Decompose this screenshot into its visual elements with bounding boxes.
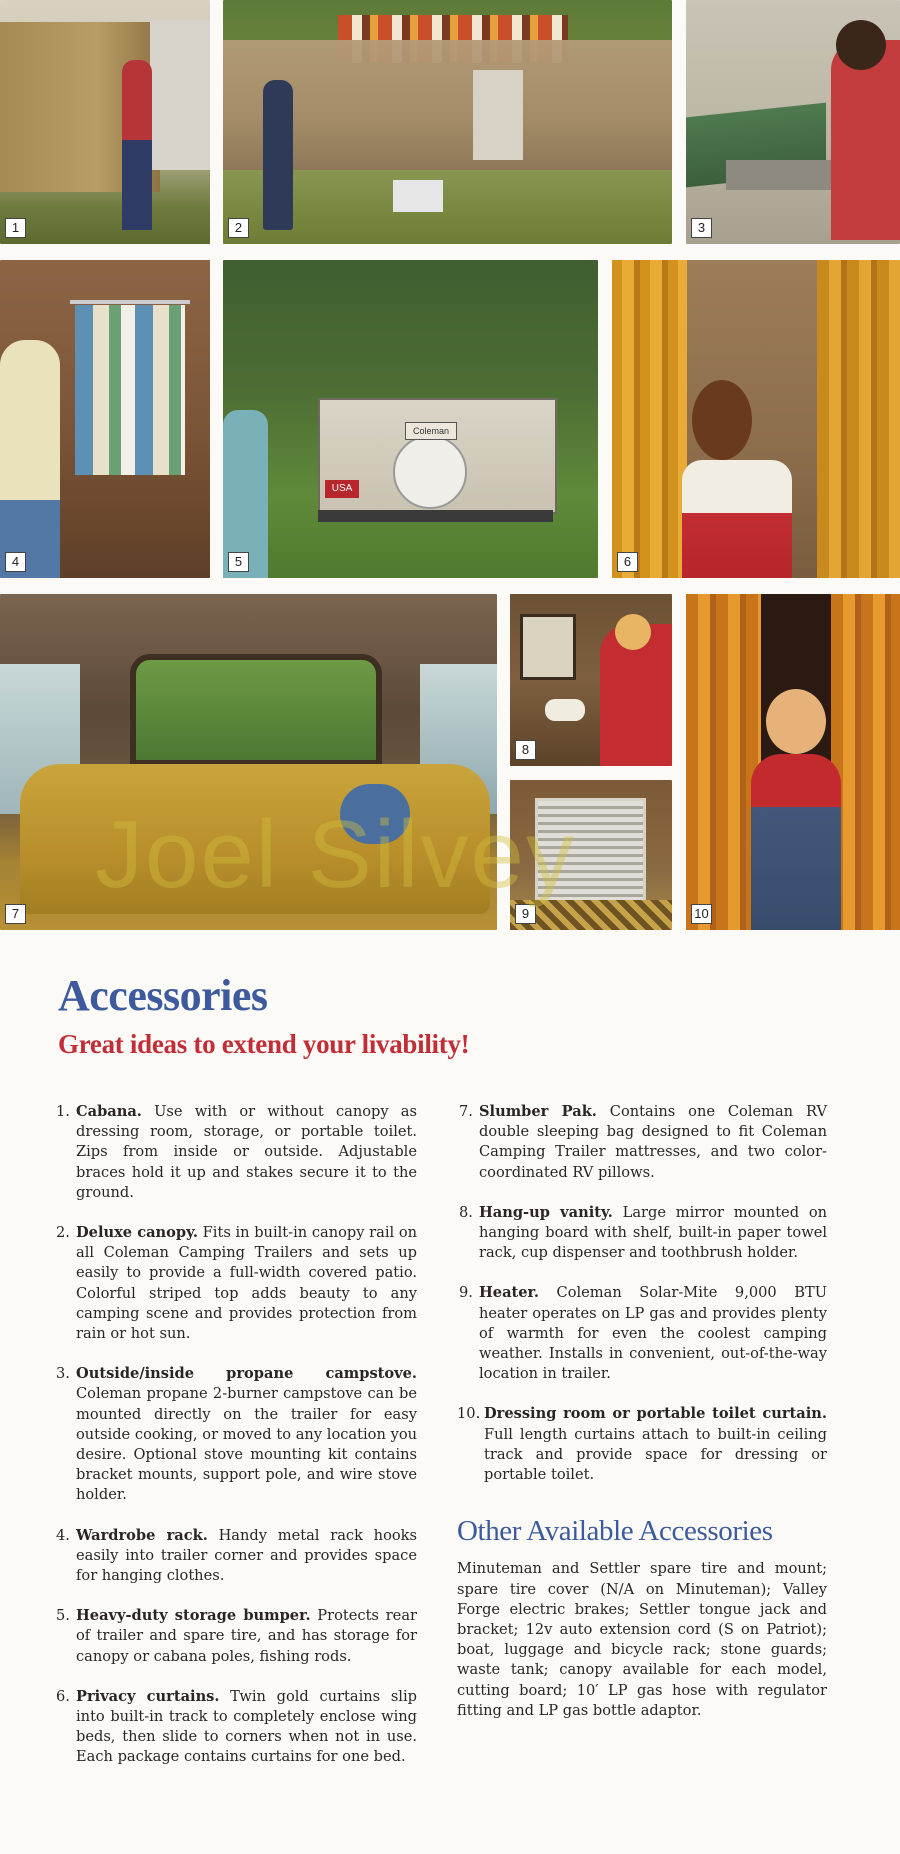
- item-text: Protects rear of trailer and spare tire, and has storage for canopy or cabana poles, fishing rods.: [76, 1607, 417, 1665]
- item-text: Full length curtains attach to built-in ceiling track and provide space for dressing or portable toilet.: [484, 1425, 827, 1484]
- photo-number: 4: [5, 552, 26, 572]
- photo-number: 2: [228, 218, 249, 238]
- photo-9-heater: [510, 780, 672, 930]
- photo-number: 6: [617, 552, 638, 572]
- accessory-item: 9. Heater. Coleman Solar-Mite 9,000 BTU heater operates on LP gas and provides plenty of warmth for even the coolest camping weather. Installs in convenient, out-of-the-way location in trailer.: [459, 1284, 827, 1383]
- photo-3-campstove: [686, 0, 900, 244]
- photo-1-cabana: [0, 0, 210, 244]
- item-text: Handy metal rack hooks easily into trailer corner and provides space for hanging clothes.: [76, 1526, 417, 1585]
- photo-5-bumper: [223, 260, 598, 578]
- item-text: Fits in built-in canopy rail on all Coleman Camping Trailers and sets up easily to provide a full-width covered patio. Colorful striped top adds beauty to any camping scene and provides protection from rain or hot sun.: [76, 1224, 418, 1343]
- photo-number: 8: [515, 740, 536, 760]
- accessory-item: 2. Deluxe canopy. Fits in built-in canopy rail on all Coleman Camping Trailers and sets up easily to provide a full-width covered patio. Colorful striped top adds beauty to any camping scene and provides protection from rain or hot sun.: [56, 1224, 418, 1343]
- item-name: Deluxe canopy.: [76, 1224, 198, 1242]
- item-text: Contains one Coleman RV double sleeping bag designed to fit Coleman Camping Trailer mattresses, and two color-coordinated RV pillows.: [479, 1103, 827, 1181]
- page-title: Accessories: [58, 971, 268, 1020]
- item-text: Use with or without canopy as dressing room, storage, or portable toilet. Zips from inside or outside. Adjustable braces hold it up and stakes secure it to the ground.: [76, 1103, 417, 1201]
- photo-10-dressing-curtain: [686, 594, 900, 930]
- accessory-item: 4. Wardrobe rack. Handy metal rack hooks easily into trailer corner and provides space for hanging clothes.: [56, 1526, 417, 1585]
- item-name: Wardrobe rack.: [76, 1526, 208, 1544]
- item-name: Slumber Pak.: [479, 1103, 597, 1120]
- item-name: Dressing room or portable toilet curtain.: [484, 1405, 827, 1423]
- item-text: Coleman propane 2-burner campstove can be mounted directly on the trailer for easy outside cooking, or moved to any location you desire. Optional stove mounting kit contains bracket mounts, support pole, and wire stove holder.: [76, 1385, 417, 1504]
- item-text: Coleman Solar-Mite 9,000 BTU heater operates on LP gas and provides plenty of warmth for even the coolest camping weather. Installs in convenient, out-of-the-way location in trailer.: [479, 1284, 827, 1383]
- accessory-item: 7. Slumber Pak. Contains one Coleman RV double sleeping bag designed to fit Coleman Camping Trailer mattresses, and two color-coordinated RV pillows.: [459, 1103, 827, 1181]
- other-accessories-title: Other Available Accessories: [457, 1515, 773, 1548]
- accessory-item: 1. Cabana. Use with or without canopy as dressing room, storage, or portable toilet. Zips from inside or outside. Adjustable braces hold it up and stakes secure it to the ground.: [56, 1103, 417, 1201]
- license-plate: USA: [325, 480, 359, 498]
- photo-number: 3: [691, 218, 712, 238]
- photo-number: 5: [228, 552, 249, 572]
- photo-6-curtains: [612, 260, 900, 578]
- photo-number: 10: [691, 904, 712, 924]
- brand-badge: Coleman: [405, 422, 457, 440]
- item-name: Heater.: [479, 1284, 539, 1302]
- photo-4-wardrobe: [0, 260, 210, 578]
- photo-number: 7: [5, 904, 26, 924]
- left-column: [52, 1102, 417, 1788]
- accessory-item: 3. Outside/inside propane campstove. Coleman propane 2-burner campstove can be mounted directly on the trailer for easy outside cooking, or moved to any location you desire. Optional stove mounting kit contains bracket mounts, support pole, and wire stove holder.: [56, 1365, 417, 1504]
- item-name: Hang-up vanity.: [479, 1203, 613, 1221]
- accessory-item: 8. Hang-up vanity. Large mirror mounted on hanging board with shelf, built-in paper towel rack, cup dispenser and toothbrush holder.: [459, 1203, 827, 1262]
- photo-number: 1: [5, 218, 26, 238]
- item-name: Heavy-duty storage bumper.: [76, 1607, 311, 1625]
- photo-number: 9: [515, 904, 536, 924]
- item-name: Cabana.: [76, 1103, 142, 1120]
- photo-8-vanity: [510, 594, 672, 766]
- accessory-item: 6. Privacy curtains. Twin gold curtains slip into built-in track to completely enclose wing beds, then slide to corners when not in use. Each package contains curtains for one bed.: [56, 1687, 417, 1766]
- accessory-item: 10. Dressing room or portable toilet curtain. Full length curtains attach to built-in ceiling track and provide space for dressing or portable toilet.: [457, 1405, 827, 1484]
- item-text: Twin gold curtains slip into built-in track to completely enclose wing beds, then slide to corners when not in use. Each package contains curtains for one bed.: [76, 1687, 417, 1766]
- photo-2-canopy: [223, 0, 672, 244]
- photo-7-slumber-pak: [0, 594, 497, 930]
- right-column: [455, 1102, 827, 1721]
- item-name: Privacy curtains.: [76, 1687, 220, 1705]
- page-subtitle: Great ideas to extend your livability!: [58, 1029, 470, 1059]
- accessory-item: 5. Heavy-duty storage bumper. Protects rear of trailer and spare tire, and has storage for canopy or cabana poles, fishing rods.: [56, 1607, 417, 1665]
- item-text: Large mirror mounted on hanging board with shelf, built-in paper towel rack, cup dispenser and toothbrush holder.: [479, 1203, 827, 1262]
- item-name: Outside/inside propane campstove.: [76, 1365, 417, 1383]
- other-accessories-text: Minuteman and Settler spare tire and mount; spare tire cover (N/A on Minuteman); Valley Forge electric brakes; Settler tongue jack and bracket; 12v auto extension cord (S on Patriot); boat, luggage and bicycle rack; stone guards; waste tank; canopy available for each model, cutting board; 10′ LP gas hose with regulator fitting and LP gas bottle adaptor.: [457, 1560, 827, 1719]
- watermark: Joel Silvey: [95, 801, 576, 908]
